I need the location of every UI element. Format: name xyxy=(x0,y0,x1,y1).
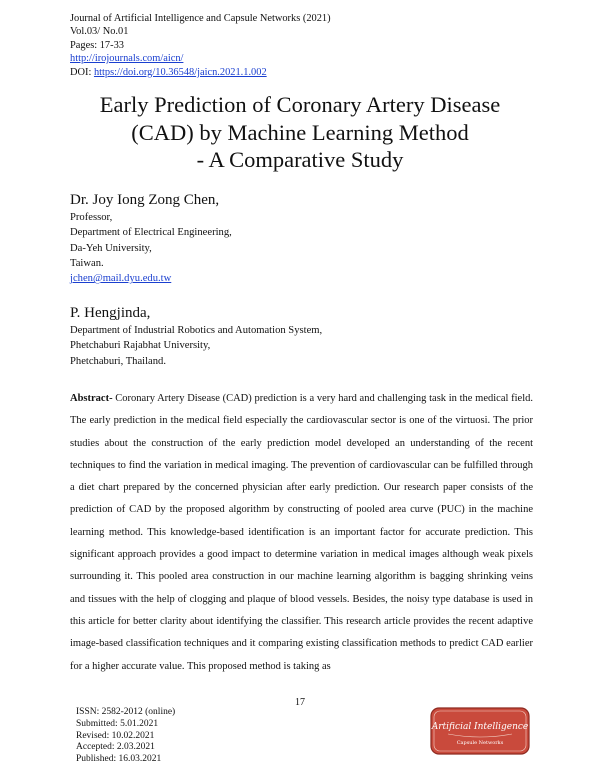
journal-name: Journal of Artificial Intelligence and Capsule Networks (2021) xyxy=(70,13,331,24)
journal-url-link[interactable]: http://irojournals.com/aicn/ xyxy=(70,53,184,65)
submitted-date: Submitted: 5.01.2021 xyxy=(76,718,159,729)
author-1-name: Dr. Joy Iong Zong Chen, xyxy=(70,192,220,208)
journal-pages: Pages: 17-33 xyxy=(70,39,124,51)
doi-line xyxy=(70,66,331,79)
published-date: Published: 16.03.2021 xyxy=(76,754,162,765)
abstract-label: Abstract- xyxy=(70,393,113,404)
journal-volume: Vol.03/ No.01 xyxy=(70,26,129,38)
abstract-text: Coronary Artery Disease (CAD) prediction is a very hard and challenging task in the medical field. The early prediction in the medical field especially the cardiovascular sector is one of the virtuosi. The prior studies about the construction of the early prediction model developed an understanding of the recent techniques to find the variation in medical imaging. The prevention of cardiovascular can be fulfilled through a diet chart prepared by the concerned physician after early prediction. Our research paper consists of the prediction of CAD by the proposed algorithm by constructing of pooled area curve (PUC) in the machine learning method. This knowledge-based identification is an important factor for accurate prediction. This significant approach provides a good impact to determine variation in medical images although weak pixels surrounding it. This pooled area construction in our machine learning algorithm is bagging shrinking veins and tissues with the help of clogging and plaque of blood vessels. Besides, the noisy type database is used in this article for better clarity about identifying the classifier. This research article provides the recent adaptive image-based classification techniques and it comparing existing classification methods to predict CAD earlier for a higher accurate value. This proposed method is taking as xyxy=(70,393,533,672)
author-1-position: Professor, xyxy=(70,212,113,223)
logo-subtitle: Capsule Networks xyxy=(456,740,504,746)
doi-link[interactable]: https://doi.org/10.36548/jaicn.2021.1.002 xyxy=(93,66,267,78)
issn: ISSN: 2582-2012 (online) xyxy=(76,707,176,717)
logo-title: Artificial Intelligence xyxy=(431,722,529,732)
page-number: 17 xyxy=(295,697,305,708)
abstract-paragraph xyxy=(70,388,533,678)
journal-header xyxy=(70,12,331,79)
title-line-1: Early Prediction of Coronary Artery Disease xyxy=(99,92,501,117)
author-2-location: Phetchaburi, Thailand. xyxy=(70,355,167,367)
author-2-affiliation xyxy=(70,323,322,369)
author-2-name: P. Hengjinda, xyxy=(70,305,151,321)
author-1-email-link[interactable]: jchen@mail.dyu.edu.tw xyxy=(70,273,172,285)
author-1-department: Department of Electrical Engineering, xyxy=(70,227,232,239)
journal-logo xyxy=(430,707,530,755)
author-2-university: Phetchaburi Rajabhat University, xyxy=(70,340,211,352)
author-1-university: Da-Yeh University, xyxy=(70,242,152,254)
author-2-department: Department of Industrial Robotics and Automation System, xyxy=(70,325,323,336)
accepted-date: Accepted: 2.03.2021 xyxy=(76,742,155,753)
author-1-affiliation xyxy=(70,210,232,286)
revised-date: Revised: 10.02.2021 xyxy=(76,730,155,741)
doi-label: DOI: xyxy=(70,66,94,78)
author-1-country: Taiwan. xyxy=(70,257,104,269)
title-line-3: - A Comparative Study xyxy=(196,147,404,172)
paper-title xyxy=(60,91,540,174)
publication-info xyxy=(76,707,175,766)
title-line-2: (CAD) by Machine Learning Method xyxy=(131,119,469,145)
